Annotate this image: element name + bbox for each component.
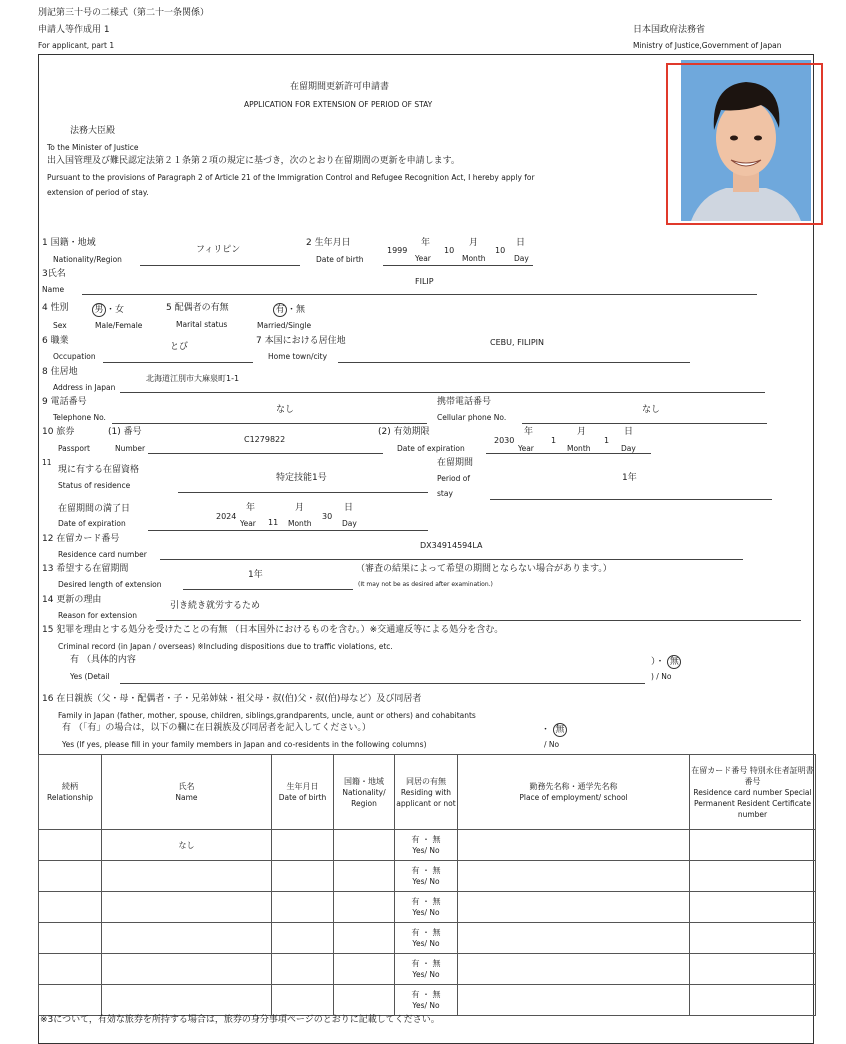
dob-month-en: Month: [462, 254, 486, 263]
cell-relationship[interactable]: [39, 892, 102, 923]
hometown-label-en: Home town/city: [268, 352, 328, 361]
marital-options-en: Married/Single: [257, 321, 312, 330]
cell-residing[interactable]: 有 ・ 無 Yes/ No: [395, 892, 458, 923]
sex-options[interactable]: [92, 303, 124, 317]
family-no-selected: 無: [553, 723, 567, 737]
address-label-jp: 8 住居地: [42, 367, 78, 377]
reason-value[interactable]: 引き続き就労するため: [170, 601, 261, 611]
cell-name[interactable]: [102, 923, 272, 954]
table-row: [39, 830, 816, 861]
table-row: [39, 861, 816, 892]
card-label-jp: 12 在留カード番号: [42, 534, 120, 544]
dob-label-jp: 2 生年月日: [306, 238, 351, 248]
card-value[interactable]: DX34914594LA: [420, 541, 483, 550]
status-value[interactable]: 特定技能1号: [276, 473, 327, 483]
address-label-en: Address in Japan: [53, 383, 116, 392]
cell-name[interactable]: [102, 954, 272, 985]
cell-nationality[interactable]: [334, 985, 395, 1016]
passport-number-label-jp: (1) 番号: [108, 427, 142, 437]
title-jp: 在留期間更新許可申請書: [290, 82, 390, 92]
desired-label-jp: 13 希望する在留期間: [42, 564, 129, 574]
name-label-en: Name: [42, 285, 65, 294]
form-id: 別記第三十号の二様式（第二十一条関係）: [38, 8, 210, 18]
desired-value[interactable]: 1年: [248, 570, 263, 580]
photo-highlight-frame: [666, 63, 823, 225]
cell-nationality[interactable]: [334, 861, 395, 892]
telephone-label-jp: 9 電話番号: [42, 397, 87, 407]
dob-month[interactable]: 10: [444, 246, 455, 255]
address-value[interactable]: 北海道江別市大麻泉町1-1: [146, 374, 240, 383]
family-label-jp: 16 在日親族（父・母・配偶者・子・兄弟姉妹・祖父母・叔(伯)父・叔(伯)母など）及び同居者: [42, 694, 422, 704]
statement-en-1: Pursuant to the provisions of Paragraph 2 of Article 21 of the Immigration Control and Refugee Recognition Act, I hereby apply for: [47, 173, 535, 182]
cell-workplace[interactable]: [458, 892, 690, 923]
passport-expiry-day-en: Day: [621, 444, 636, 453]
status-label-en: Status of residence: [58, 481, 131, 490]
table-row: [39, 923, 816, 954]
reason-label-en: Reason for extension: [58, 611, 137, 620]
desired-label-en: Desired length of extension: [58, 580, 162, 589]
reason-label-jp: 14 更新の理由: [42, 595, 102, 605]
expiration-label-en: Date of expiration: [58, 519, 126, 528]
status-label-jp: 現に有する在留資格: [58, 465, 140, 475]
expiration-day-en: Day: [342, 519, 357, 528]
telephone-value[interactable]: なし: [276, 405, 295, 415]
dob-year[interactable]: 1999: [387, 246, 408, 255]
criminal-no-en-label: No: [661, 672, 672, 681]
sex-label-jp: 4 性別: [42, 303, 69, 313]
period-label-jp: 在留期間: [437, 458, 474, 468]
cell-nationality[interactable]: [334, 830, 395, 861]
cell-dob[interactable]: [272, 923, 334, 954]
cell-residing[interactable]: 有 ・ 無 Yes/ No: [395, 861, 458, 892]
period-label-en-2: stay: [437, 489, 453, 498]
cellular-label-en: Cellular phone No.: [437, 413, 507, 422]
desired-note-jp: （審査の結果によって希望の期間とならない場合があります。）: [356, 564, 612, 574]
marital-options[interactable]: [273, 303, 305, 317]
header-card-number: 在留カード番号 特別永住者証明書番号 Residence card number Special Permanent Resident Certificate number: [690, 755, 816, 830]
passport-label-jp: 10 旅券: [42, 427, 75, 437]
cell-nationality[interactable]: [334, 923, 395, 954]
dob-year-jp: 年: [421, 238, 431, 248]
nationality-label-jp: 1 国籍・地域: [42, 238, 96, 248]
marital-label-jp: 5 配偶者の有無: [166, 303, 229, 313]
ministry-en: Ministry of Justice,Government of Japan: [633, 41, 782, 50]
addressee-en: To the Minister of Justice: [47, 143, 139, 152]
sex-options-en: Male/Female: [95, 321, 143, 330]
dob-year-en: Year: [415, 254, 431, 263]
cell-nationality[interactable]: [334, 954, 395, 985]
header-nationality: 国籍・地域 Nationality/ Region: [334, 755, 395, 830]
sex-label-en: Sex: [53, 321, 67, 330]
header-workplace: 勤務先名称・通学先名称 Place of employment/ school: [458, 755, 690, 830]
cell-residing[interactable]: 有 ・ 無 Yes/ No: [395, 830, 458, 861]
cell-dob[interactable]: [272, 954, 334, 985]
table-row: [39, 954, 816, 985]
header-residing: 同居の有無 Residing with applicant or not: [395, 755, 458, 830]
passport-expiry-month[interactable]: 1: [551, 436, 557, 445]
footer-note: ※3について，有効な旅券を所持する場合は，旅券の身分事項ページのとおりに記載してください。: [40, 1015, 440, 1025]
occupation-label-en: Occupation: [53, 352, 96, 361]
cell-nationality[interactable]: [334, 892, 395, 923]
cell-card-number[interactable]: [690, 923, 816, 954]
criminal-label-en: Criminal record (in Japan / overseas) ※Including dispositions due to traffic violations, etc.: [58, 642, 393, 651]
criminal-no-en: [651, 672, 671, 681]
expiration-month[interactable]: 11: [268, 518, 279, 527]
criminal-close-jp: ）・: [651, 657, 665, 667]
cell-residing[interactable]: 有 ・ 無 Yes/ No: [395, 954, 458, 985]
expiration-month-jp: 月: [295, 503, 305, 513]
occupation-label-jp: 6 職業: [42, 336, 69, 346]
applicant-part-jp: 申請人等作成用 1: [38, 25, 110, 35]
table-row: [39, 985, 816, 1016]
cell-card-number[interactable]: [690, 830, 816, 861]
passport-expiry-year[interactable]: 2030: [494, 436, 515, 445]
expiration-day-jp: 日: [344, 503, 354, 513]
criminal-no-selected: 無: [667, 655, 681, 669]
family-yes-jp[interactable]: 有 （「有」の場合は，以下の欄に在日親族及び同居者を記入してください。）: [62, 723, 371, 733]
cell-workplace[interactable]: [458, 954, 690, 985]
cell-residing[interactable]: 有 ・ 無 Yes/ No: [395, 985, 458, 1016]
cell-workplace[interactable]: [458, 923, 690, 954]
cellular-label-jp: 携帯電話番号: [437, 397, 492, 407]
expiration-year[interactable]: 2024: [216, 512, 237, 521]
cell-card-number[interactable]: [690, 861, 816, 892]
cell-dob[interactable]: [272, 892, 334, 923]
name-value[interactable]: FILIP: [415, 277, 434, 286]
sex-female-option: ・女: [106, 305, 125, 315]
name-label-jp: 3氏名: [42, 269, 66, 279]
period-label-en-1: Period of: [437, 474, 470, 483]
cell-relationship[interactable]: [39, 954, 102, 985]
nationality-value[interactable]: フィリピン: [196, 245, 241, 255]
hometown-value[interactable]: CEBU, FILIPIN: [490, 338, 545, 347]
period-value[interactable]: 1年: [622, 473, 637, 483]
telephone-label-en: Telephone No.: [53, 413, 106, 422]
family-no-option[interactable]: [541, 723, 567, 737]
criminal-yes-jp[interactable]: 有 （具体的内容: [70, 655, 136, 665]
header-name: 氏名 Name: [102, 755, 272, 830]
cell-dob[interactable]: [272, 985, 334, 1016]
cell-relationship[interactable]: [39, 830, 102, 861]
title-en: APPLICATION FOR EXTENSION OF PERIOD OF STAY: [244, 100, 433, 109]
passport-label-en: Passport: [58, 444, 90, 453]
cell-dob[interactable]: [272, 830, 334, 861]
dob-month-jp: 月: [469, 238, 479, 248]
occupation-value[interactable]: とび: [170, 342, 189, 352]
cell-workplace[interactable]: [458, 830, 690, 861]
dob-day-en: Day: [514, 254, 529, 263]
passport-expiry-year-en: Year: [518, 444, 534, 453]
header-dob: 生年月日 Date of birth: [272, 755, 334, 830]
cell-relationship[interactable]: [39, 985, 102, 1016]
cell-name[interactable]: なし: [102, 830, 272, 861]
applicant-part-en: For applicant, part 1: [38, 41, 115, 50]
passport-expiry-label-en: Date of expiration: [397, 444, 465, 453]
expiration-label-jp: 在留期間の満了日: [58, 504, 131, 514]
cell-name[interactable]: [102, 985, 272, 1016]
criminal-yes-en: Yes (Detail: [70, 672, 110, 681]
dob-day-jp: 日: [516, 238, 526, 248]
addressee-jp: 法務大臣殿: [70, 126, 116, 136]
header-relationship: 続柄 Relationship: [39, 755, 102, 830]
criminal-close-en: ) /: [651, 672, 659, 681]
dob-day[interactable]: 10: [495, 246, 506, 255]
family-no-en: / No: [544, 740, 560, 749]
marital-label-en: Marital status: [176, 320, 228, 329]
family-label-en: Family in Japan (father, mother, spouse, children, siblings,grandparents, uncle, aunt or others) and cohabitants: [58, 711, 476, 720]
marital-yes-selected: 有: [273, 303, 287, 317]
passport-expiry-year-jp: 年: [524, 427, 534, 437]
passport-expiry-label-jp: (2) 有効期限: [378, 427, 430, 437]
passport-number-label-en: Number: [115, 444, 146, 453]
nationality-label-en: Nationality/Region: [53, 255, 122, 264]
cell-name[interactable]: [102, 861, 272, 892]
expiration-year-jp: 年: [246, 503, 256, 513]
dob-label-en: Date of birth: [316, 255, 364, 264]
family-table-header: [39, 755, 816, 830]
cell-workplace[interactable]: [458, 861, 690, 892]
family-yes-en: Yes (If yes, please fill in your family members in Japan and co-residents in the following columns): [62, 740, 427, 749]
cell-residing[interactable]: 有 ・ 無 Yes/ No: [395, 923, 458, 954]
passport-number[interactable]: C1279822: [244, 435, 286, 444]
passport-expiry-day-jp: 日: [624, 427, 634, 437]
passport-expiry-day[interactable]: 1: [604, 436, 610, 445]
criminal-label-jp: 15 犯罪を理由とする処分を受けたことの有無 （日本国外におけるものを含む。）※交通違反等による処分を含む。: [42, 625, 504, 635]
sex-male-selected: 男: [92, 303, 106, 317]
card-label-en: Residence card number: [58, 550, 147, 559]
cell-card-number[interactable]: [690, 892, 816, 923]
cell-card-number[interactable]: [690, 985, 816, 1016]
cell-name[interactable]: [102, 892, 272, 923]
desired-note-en: (It may not be as desired after examination.): [358, 581, 493, 588]
family-table: [38, 754, 816, 1016]
criminal-no-option[interactable]: [651, 655, 681, 669]
passport-expiry-month-jp: 月: [577, 427, 587, 437]
cellular-value[interactable]: なし: [642, 405, 661, 415]
statement-en-2: extension of period of stay.: [47, 188, 149, 197]
table-row: [39, 892, 816, 923]
cell-relationship[interactable]: [39, 861, 102, 892]
marital-no-option: ・無: [287, 305, 306, 315]
family-sep-jp: ・: [541, 725, 551, 735]
cell-workplace[interactable]: [458, 985, 690, 1016]
hometown-label-jp: 7 本国における居住地: [256, 336, 346, 346]
expiration-month-en: Month: [288, 519, 312, 528]
cell-card-number[interactable]: [690, 954, 816, 985]
cell-relationship[interactable]: [39, 923, 102, 954]
status-number: 11: [42, 458, 52, 467]
ministry-jp: 日本国政府法務省: [633, 25, 706, 35]
cell-dob[interactable]: [272, 861, 334, 892]
expiration-year-en: Year: [240, 519, 256, 528]
expiration-day[interactable]: 30: [322, 512, 333, 521]
passport-expiry-month-en: Month: [567, 444, 591, 453]
statement-jp: 出入国管理及び難民認定法第２１条第２項の規定に基づき，次のとおり在留期間の更新を申請します。: [47, 156, 460, 166]
